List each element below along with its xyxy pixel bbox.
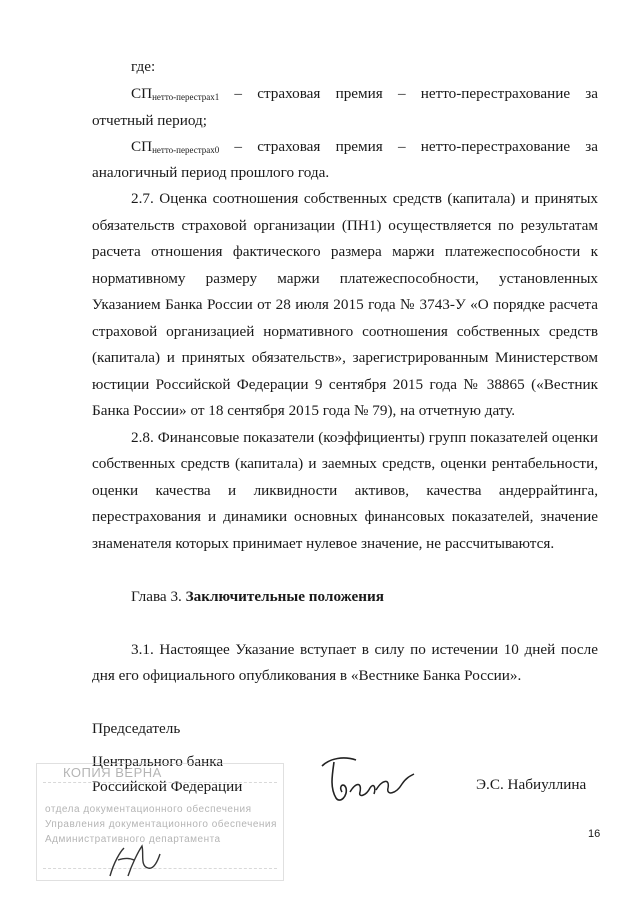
p28-line: перестрахования и динамики основных финансовых показателей, значение [92, 508, 598, 525]
p27-line: 2.7. Оценка соотношения собственных средств (капитала) и принятых [131, 190, 598, 207]
stamp-text: отдела документационного обеспечения [45, 804, 252, 815]
signatory-title: Центрального банка [92, 753, 224, 770]
sp1-continuation: отчетный период; [92, 112, 207, 129]
p27-last-line: Банка России» от 18 сентября 2015 года № 79), на отчетную дату. [92, 402, 516, 419]
sp0-continuation: аналогичный период прошлого года. [92, 164, 330, 181]
where-label: где: [131, 58, 156, 75]
p27-line: (капитала) и принятых обязательств», зарегистрированным Министерством [92, 349, 598, 366]
stamp-text: КОПИЯ ВЕРНА [63, 765, 162, 780]
sp1-definition-line [131, 84, 598, 107]
sp0-term: $СП_{нетто-перестрах0}$ – [131, 138, 243, 155]
signatory-name: Э.С. Набиуллина [476, 776, 587, 793]
sp0-definition-line [131, 137, 598, 160]
chapter-title: Заключительные положения [185, 588, 384, 605]
p31-line: 3.1. Настоящее Указание вступает в силу по истечении 10 дней после [131, 641, 598, 658]
page-number: 16 [588, 828, 601, 840]
p28-line: оценки качества и ликвидности активов, качества андеррайтинга, [92, 482, 598, 499]
p28-line: 2.8. Финансовые показатели (коэффициенты) групп показателей оценки [131, 429, 598, 446]
stamp-text: Управления документационного обеспечения [45, 819, 277, 830]
stamp-divider [43, 782, 277, 783]
chapter-heading [131, 587, 531, 607]
sp1-definition: страховая премия – нетто-перестрахование за [257, 85, 599, 102]
sp0-definition: страховая премия – нетто-перестрахование за [257, 138, 599, 155]
p27-line: расчета отношения фактического размера маржи платежеспособности к [92, 243, 598, 260]
chapter-prefix: Глава 3. [131, 588, 182, 605]
handwritten-signature [316, 752, 416, 808]
p28-line: собственных средств (капитала) и заемных средств, оценки рентабельности, [92, 455, 598, 472]
p27-line: страховой организацией нормативного соотношения собственных средств [92, 323, 598, 340]
p27-line: нормативному размеру маржи платежеспособности, установленных [92, 270, 598, 287]
p31-last-line: дня его официального опубликования в «Вестнике Банка России». [92, 667, 522, 684]
stamp-signature [104, 842, 164, 882]
sp1-term: $СП_{нетто-перестрах1}$ – [131, 85, 243, 102]
p28-last-line: знаменателя которых принимает нулевое значение, не рассчитываются. [92, 535, 555, 552]
signatory-title: Российской Федерации [92, 778, 243, 795]
stamp-text: Административного департамента [45, 834, 221, 845]
p27-line: юстиции Российской Федерации 9 сентября 2015 года № 38865 («Вестник [92, 376, 598, 393]
p27-line: обязательств страховой организации (ПН1) осуществляется по результатам [92, 217, 598, 234]
p27-line: Указанием Банка России от 28 июля 2015 года № 3743-У «О порядке расчета [92, 296, 598, 313]
signatory-title: Председатель [92, 720, 181, 737]
